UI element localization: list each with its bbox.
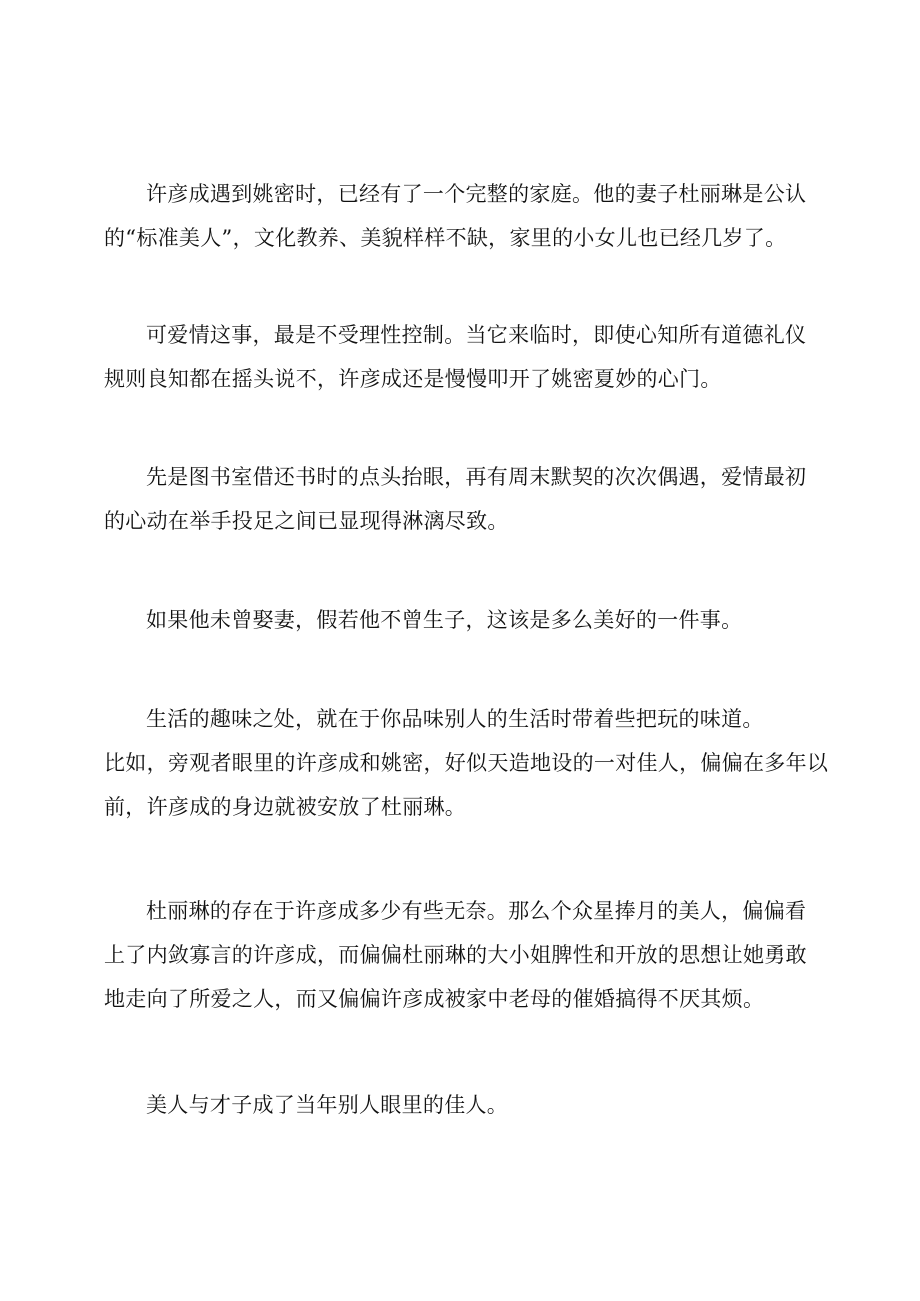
paragraph-4 — [104, 598, 816, 642]
paragraph-2 — [104, 313, 816, 401]
paragraph-line: 规则良知都在摇头说不，许彦成还是慢慢叩开了姚密夏妙的心门。 — [104, 367, 722, 391]
paragraph-line: 杜丽琳的存在于许彦成多少有些无奈。那么个众星捧月的美人，偏偏看 — [146, 899, 807, 923]
paragraph-line: 可爱情这事，最是不受理性控制。当它来临时，即使心知所有道德礼仪 — [146, 323, 807, 347]
paragraph-line: 比如，旁观者眼里的许彦成和姚密，好似天造地设的一对佳人，偏偏在多年以 — [104, 751, 829, 775]
paragraph-line: 的心动在举手投足之间已显现得淋漓尽致。 — [104, 509, 509, 533]
paragraph-line: 上了内敛寡言的许彦成，而偏偏杜丽琳的大小姐脾性和开放的思想让她勇敢 — [104, 943, 807, 967]
paragraph-1 — [104, 172, 816, 260]
paragraph-line: 的“标准美人”，文化教养、美貌样样不缺，家里的小女儿也已经几岁了。 — [104, 226, 787, 250]
paragraph-line: 美人与才子成了当年别人眼里的佳人。 — [146, 1093, 509, 1117]
paragraph-line: 地走向了所爱之人，而又偏偏许彦成被家中老母的催婚搞得不厌其烦。 — [104, 987, 765, 1011]
paragraph-line: 如果他未曾娶妻，假若他不曾生子，这该是多么美好的一件事。 — [146, 608, 743, 632]
paragraph-6 — [104, 889, 816, 1021]
paragraph-line: 前，许彦成的身边就被安放了杜丽琳。 — [104, 795, 467, 819]
paragraph-3 — [104, 455, 816, 543]
paragraph-line: 许彦成遇到姚密时，已经有了一个完整的家庭。他的妻子杜丽琳是公认 — [146, 182, 807, 206]
paragraph-5 — [104, 697, 829, 829]
paragraph-7 — [104, 1083, 816, 1127]
paragraph-line: 生活的趣味之处，就在于你品味别人的生活时带着些把玩的味道。 — [146, 707, 764, 731]
paragraph-line: 先是图书室借还书时的点头抬眼，再有周末默契的次次偶遇，爱情最初 — [146, 465, 807, 489]
